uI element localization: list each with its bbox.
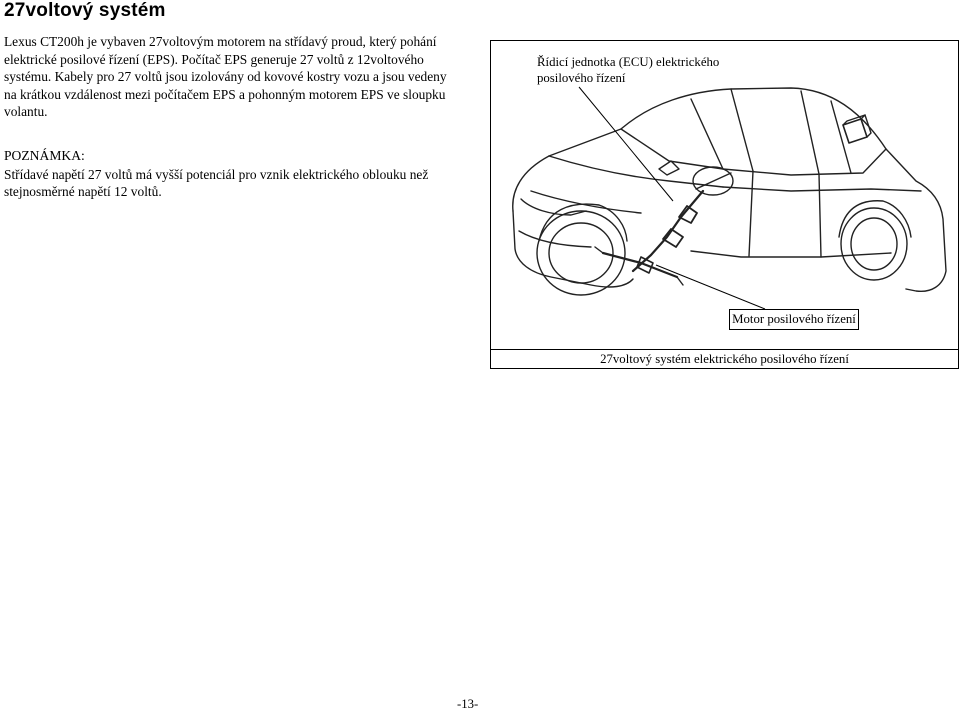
ecu-label: Řídicí jednotka (ECU) elektrického posilového řízení xyxy=(537,55,720,85)
motor-leader-line xyxy=(656,265,765,309)
hood-line xyxy=(549,156,723,187)
note-heading: POZNÁMKA: xyxy=(4,148,85,163)
eps-figure xyxy=(490,40,959,369)
note-body: Střídavé napětí 27 voltů má vyšší potenciál pro vznik elektrického oblouku než stejnosměrné napětí 12 voltů. xyxy=(4,167,429,199)
headlight xyxy=(521,199,586,215)
window-line xyxy=(691,99,886,175)
ecu-leader-line xyxy=(579,87,673,201)
intro-paragraph: Lexus CT200h je vybaven 27voltovým motorem na střídavý proud, který pohání elektrické posilové řízení (EPS). Počítač EPS generuje 27 voltů z 12voltového systému. Kabely pro 27 voltů jsou izolovány od kovové kostry vozu a jsou vedeny na krátkou vzdálenost mezi počítačem EPS a pohonným motorem EPS ve sloupku volantu. xyxy=(4,34,447,120)
figure-caption: 27voltový systém elektrického posilového řízení xyxy=(600,352,849,366)
page-title: 27voltový systém xyxy=(4,0,166,21)
ecu-box xyxy=(843,119,867,143)
car-eps-illustration xyxy=(491,41,958,348)
caption-divider xyxy=(491,349,958,350)
motor-label: Motor posilového řízení xyxy=(729,309,859,330)
page-number: -13- xyxy=(457,697,479,711)
